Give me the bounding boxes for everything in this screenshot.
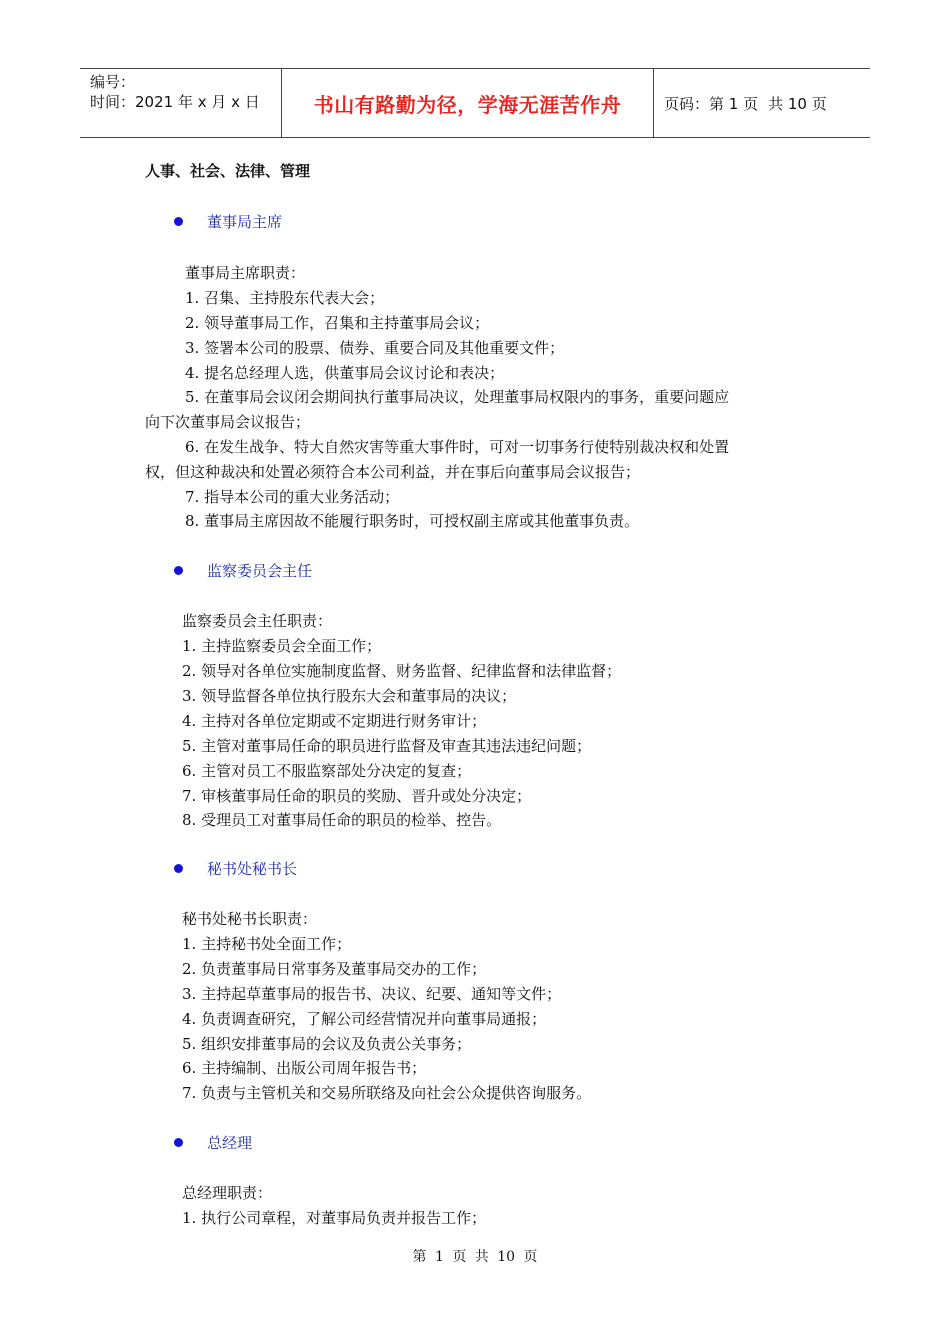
list-item: 6. 主管对员工不服监察部处分决定的复查；	[182, 762, 472, 780]
list-item: 1. 主持秘书处全面工作；	[182, 935, 352, 953]
footer-page-word: 第	[412, 1249, 427, 1265]
bullet-dot-icon	[174, 864, 183, 873]
section-heading-label: 监察委员会主任	[207, 562, 313, 580]
section-heading-supervisory	[174, 560, 312, 581]
section-intro: 董事局主席职责：	[185, 264, 306, 282]
section-intro: 监察委员会主任职责：	[182, 612, 333, 630]
list-item: 2. 领导董事局工作，召集和主持董事局会议；	[185, 314, 490, 332]
bullet-dot-icon	[174, 1138, 183, 1147]
header-page-info	[654, 69, 870, 137]
list-item: 7. 审核董事局任命的职员的奖励、晋升或处分决定；	[182, 787, 532, 805]
list-item: 8. 受理员工对董事局任命的职员的检举、控告。	[182, 811, 502, 829]
list-item: 2. 领导对各单位实施制度监督、财务监督、纪律监督和法律监督；	[182, 662, 622, 680]
list-item: 5. 主管对董事局任命的职员进行监督及审查其违法违纪问题；	[182, 737, 592, 755]
page-header	[80, 68, 870, 138]
section-heading-general-manager	[174, 1132, 252, 1153]
document-title: 人事、社会、法律、管理	[145, 162, 311, 180]
doc-number-label: 编号：	[90, 73, 136, 91]
footer-total-unit: 页	[523, 1249, 538, 1265]
list-item: 5. 组织安排董事局的会议及负责公关事务；	[182, 1035, 472, 1053]
page-footer	[0, 1246, 950, 1266]
list-item: 4. 主持对各单位定期或不定期进行财务审计；	[182, 712, 487, 730]
list-item: 3. 领导监督各单位执行股东大会和董事局的决议；	[182, 687, 517, 705]
list-item-continuation: 权，但这种裁决和处置必须符合本公司利益，并在事后向董事局会议报告；	[145, 463, 641, 481]
list-item: 1. 召集、主持股东代表大会；	[185, 289, 385, 307]
section-heading-label: 秘书处秘书长	[207, 860, 298, 878]
list-item: 2. 负责董事局日常事务及董事局交办的工作；	[182, 960, 487, 978]
header-meta	[80, 69, 282, 137]
list-item: 6. 在发生战争、特大自然灾害等重大事件时，可对一切事务行使特别裁决权和处置	[185, 438, 730, 456]
list-item-continuation: 向下次董事局会议报告；	[145, 413, 311, 431]
list-item: 1. 主持监察委员会全面工作；	[182, 637, 382, 655]
section-intro: 总经理职责：	[182, 1184, 273, 1202]
section-heading-label: 总经理	[207, 1134, 253, 1152]
header-motto: 书山有路勤为径，学海无涯苦作舟	[282, 69, 654, 137]
bullet-dot-icon	[174, 566, 183, 575]
list-item: 7. 指导本公司的重大业务活动；	[185, 488, 400, 506]
section-heading-secretary	[174, 858, 297, 879]
list-item: 3. 签署本公司的股票、债券、重要合同及其他重要文件；	[185, 339, 565, 357]
list-item: 7. 负责与主管机关和交易所联络及向社会公众提供咨询服务。	[182, 1084, 592, 1102]
footer-page-number: 1	[434, 1249, 444, 1265]
bullet-dot-icon	[174, 217, 183, 226]
list-item: 1. 执行公司章程，对董事局负责并报告工作；	[182, 1209, 487, 1227]
header-total-label: 共 10 页	[768, 94, 827, 113]
footer-total-word: 共	[474, 1249, 489, 1265]
doc-time-label: 时间：2021 年 x 月 x 日	[90, 93, 260, 111]
list-item: 4. 负责调查研究，了解公司经营情况并向董事局通报；	[182, 1010, 547, 1028]
section-heading-label: 董事局主席	[207, 213, 283, 231]
section-intro: 秘书处秘书长职责：	[182, 910, 318, 928]
list-item: 6. 主持编制、出版公司周年报告书；	[182, 1059, 427, 1077]
section-heading-chairman	[174, 211, 282, 232]
list-item: 8. 董事局主席因故不能履行职务时，可授权副主席或其他董事负责。	[185, 512, 640, 530]
footer-page-unit: 页	[452, 1249, 467, 1265]
list-item: 3. 主持起草董事局的报告书、决议、纪要、通知等文件；	[182, 985, 562, 1003]
footer-total-number: 10	[497, 1249, 516, 1265]
list-item: 5. 在董事局会议闭会期间执行董事局决议，处理董事局权限内的事务，重要问题应	[185, 388, 730, 406]
list-item: 4. 提名总经理人选，供董事局会议讨论和表决；	[185, 364, 505, 382]
header-page-label: 页码：第 1 页	[664, 94, 759, 113]
